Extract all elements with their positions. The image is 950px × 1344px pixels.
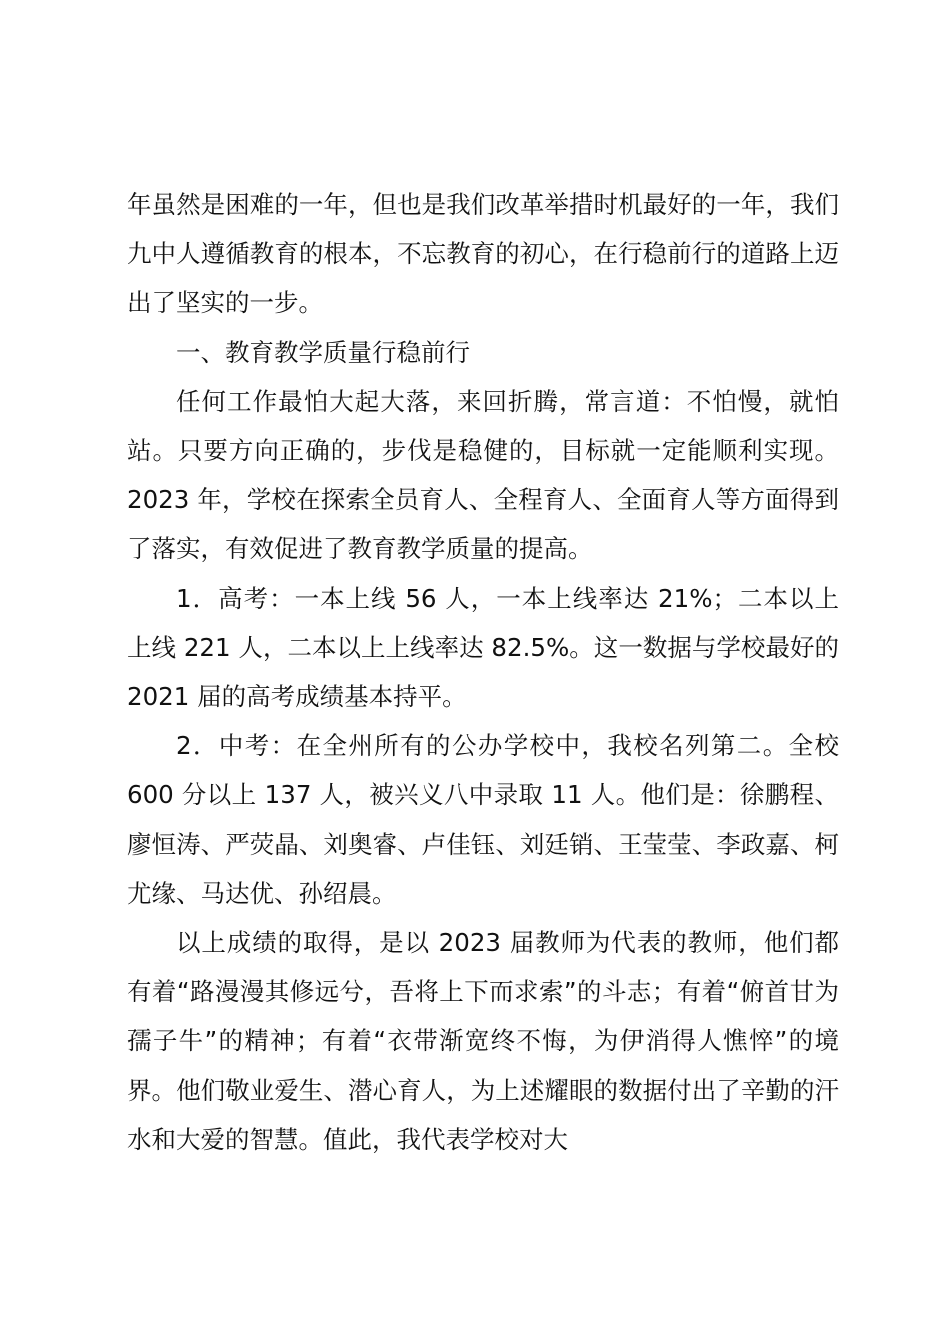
- paragraph-quality: 任何工作最怕大起大落，来回折腾，常言道：不怕慢，就怕站。只要方向正确的，步伐是稳健的，目标就一定能顺利实现。2023 年，学校在探索全员育人、全程育人、全面育人等方面得到了落实，有效促进了教育教学质量的提高。: [127, 386, 839, 564]
- paragraph-gaokao: 1．高考：一本上线 56 人，一本上线率达 21%；二本以上上线 221 人，二本以上上线率达 82.5%。这一数据与学校最好的 2021 届的高考成绩基本持平。: [127, 583, 839, 712]
- paragraph-zhongkao: 2．中考：在全州所有的公办学校中，我校名列第二。全校 600 分以上 137 人，被兴义八中录取 11 人。他们是：徐鹏程、廖恒涛、严荧晶、刘奥睿、卢佳钰、刘廷销、王莹莹、李政嘉、柯尤缘、马达优、孙绍晨。: [127, 731, 839, 908]
- section-heading: 一、教育教学质量行稳前行: [176, 337, 470, 367]
- document-body: [127, 180, 839, 1164]
- paragraph-intro: 年虽然是困难的一年，但也是我们改革举措时机最好的一年，我们九中人遵循教育的根本，不忘教育的初心，在行稳前行的道路上迈出了坚实的一步。: [127, 190, 839, 318]
- paragraph-teachers: 以上成绩的取得，是以 2023 届教师为代表的教师，他们都有着“路漫漫其修远兮，吾将上下而求索”的斗志；有着“俯首甘为孺子牛”的精神；有着“衣带渐宽终不悔，为伊消得人憔悴”的境界。他们敬业爱生、潜心育人，为上述耀眼的数据付出了辛勤的汗水和大爱的智慧。值此，我代表学校对大: [127, 928, 839, 1154]
